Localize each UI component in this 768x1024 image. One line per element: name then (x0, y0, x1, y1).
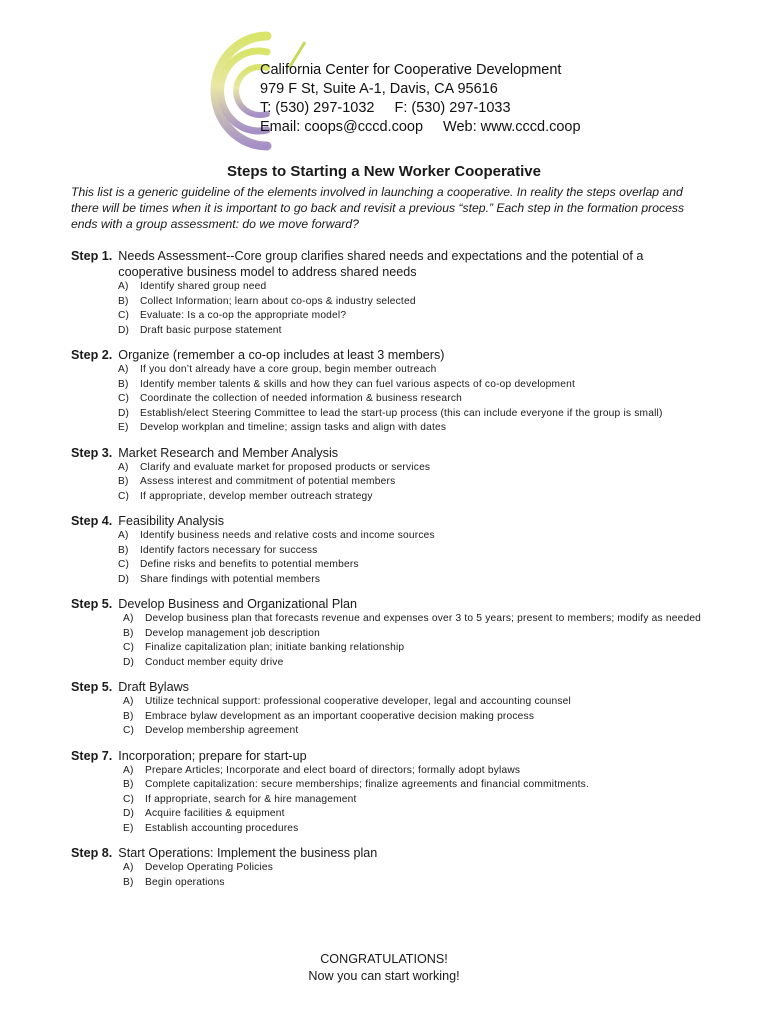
item-text: Develop membership agreement (145, 725, 299, 736)
item-letter: D) (123, 808, 135, 819)
document-title: Steps to Starting a New Worker Cooperative (227, 163, 541, 180)
item-text: If you don’t already have a core group, begin member outreach (140, 364, 437, 375)
closing-line-2: Now you can start working! (308, 969, 460, 983)
item-text: Develop Operating Policies (145, 862, 274, 873)
item-letter: A) (123, 613, 134, 624)
item-letter: B) (118, 476, 129, 487)
org-phone: T: (530) 297-1032 (260, 100, 375, 116)
list-item (123, 710, 711, 725)
list-item (118, 573, 711, 588)
item-text: Utilize technical support: professional cooperative developer, legal and accounting counsel (145, 696, 571, 707)
list-item (118, 421, 711, 436)
step-title: Start Operations: Implement the business plan (118, 846, 378, 860)
step-number: Step 1. (71, 249, 113, 263)
item-text: Establish accounting procedures (145, 822, 299, 834)
item-text: Prepare Articles; Incorporate and elect board of directors; formally adopt bylaws (145, 764, 521, 776)
list-item (118, 363, 711, 378)
item-letter: C) (118, 393, 130, 404)
list-item (118, 280, 711, 295)
item-letter: B) (123, 627, 134, 639)
step-title: Incorporation; prepare for start-up (118, 748, 307, 763)
list-item (118, 309, 711, 324)
item-text: Identify business needs and relative costs and income sources (140, 530, 435, 541)
item-letter: B) (123, 876, 134, 888)
item-letter: A) (118, 364, 129, 375)
item-text: Complete capitalization: secure memberships; finalize agreements and financial commitments. (145, 779, 590, 790)
step-section (71, 679, 711, 739)
step-heading (71, 679, 711, 695)
item-letter: C) (118, 490, 130, 502)
item-text: Identify factors necessary for success (140, 544, 318, 556)
item-letter: B) (118, 295, 129, 307)
list-item (123, 861, 711, 876)
step-heading (71, 445, 711, 461)
list-item (123, 656, 711, 671)
list-item (118, 490, 711, 505)
item-letter: C) (118, 310, 130, 321)
intro-paragraph: This list is a generic guideline of the elements involved in launching a cooperative. In reality the steps overlap and there will be times when it is important to go back and revisit a previous “step.” Each step in the formation process ends with a group assessment: do we move forward? (71, 185, 685, 231)
list-item (118, 475, 711, 490)
step-heading (71, 347, 711, 363)
item-text: Conduct member equity drive (145, 656, 284, 668)
item-letter: A) (123, 862, 134, 873)
item-letter: C) (123, 793, 135, 805)
list-item (118, 324, 711, 339)
step-heading (71, 513, 711, 529)
item-letter: A) (118, 530, 129, 541)
step-items (71, 363, 711, 436)
item-letter: B) (118, 378, 129, 390)
list-item (123, 764, 711, 779)
step-title: Needs Assessment--Core group clarifies shared needs and expectations and the potential of a cooperative business model to address shared needs (118, 249, 644, 279)
org-web: Web: www.cccd.coop (443, 119, 581, 135)
item-text: Identify member talents & skills and how they can fuel various aspects of co-op development (140, 378, 575, 390)
item-letter: A) (123, 696, 134, 707)
item-text: Begin operations (145, 876, 225, 888)
step-items (71, 612, 711, 670)
item-text: Develop business plan that forecasts revenue and expenses over 3 to 5 years; present to members; modify as needed (145, 613, 702, 624)
step-section (71, 748, 711, 837)
item-text: Collect Information; learn about co-ops & industry selected (140, 295, 416, 307)
step-heading (71, 845, 711, 861)
list-item (123, 793, 711, 808)
item-text: Embrace bylaw development as an important cooperative decision making process (145, 710, 535, 722)
item-letter: C) (123, 725, 135, 736)
step-section (71, 596, 711, 670)
step-section (71, 248, 711, 338)
step-section (71, 347, 711, 436)
steps-list (71, 248, 711, 899)
list-item (118, 295, 711, 310)
item-letter: D) (118, 324, 130, 336)
step-number: Step 5. (71, 597, 113, 611)
step-number: Step 7. (71, 748, 113, 763)
list-item (118, 529, 711, 544)
list-item (123, 876, 711, 891)
item-letter: A) (123, 764, 134, 776)
item-text: Establish/elect Steering Committee to lead the start-up process (this can include everyone if the group is small) (140, 407, 663, 419)
list-item (123, 627, 711, 642)
item-text: Share findings with potential members (140, 573, 321, 585)
letterhead (205, 28, 625, 153)
closing-message (0, 951, 768, 985)
item-text: Identify shared group need (140, 281, 267, 292)
item-text: Assess interest and commitment of potential members (140, 476, 396, 487)
step-items (71, 695, 711, 739)
item-letter: D) (118, 407, 130, 419)
step-items (71, 764, 711, 837)
step-heading (71, 748, 711, 764)
item-letter: B) (118, 544, 129, 556)
step-section (71, 845, 711, 890)
step-items (71, 529, 711, 587)
item-letter: D) (123, 656, 135, 668)
item-text: Develop workplan and timeline; assign tasks and align with dates (140, 422, 447, 433)
list-item (123, 612, 711, 627)
list-item (123, 695, 711, 710)
item-letter: E) (123, 822, 134, 834)
item-text: Acquire facilities & equipment (145, 808, 285, 819)
item-letter: C) (118, 559, 130, 570)
step-title: Draft Bylaws (118, 680, 189, 694)
step-number: Step 5. (71, 680, 113, 694)
item-letter: B) (123, 710, 134, 722)
item-text: Define risks and benefits to potential members (140, 559, 359, 570)
org-contact-block (260, 61, 581, 137)
list-item (118, 392, 711, 407)
step-heading (71, 596, 711, 612)
step-title: Feasibility Analysis (118, 514, 224, 528)
list-item (118, 407, 711, 422)
item-letter: B) (123, 779, 134, 790)
item-letter: E) (118, 422, 129, 433)
step-items (71, 280, 711, 338)
list-item (123, 641, 711, 656)
org-email: Email: coops@cccd.coop (260, 119, 424, 135)
list-item (118, 544, 711, 559)
step-number: Step 4. (71, 514, 113, 528)
item-text: If appropriate, develop member outreach strategy (140, 490, 373, 502)
item-letter: D) (118, 573, 130, 585)
list-item (118, 378, 711, 393)
org-name: California Center for Cooperative Development (260, 62, 562, 78)
step-title: Market Research and Member Analysis (118, 445, 339, 460)
org-fax: F: (530) 297-1033 (394, 100, 511, 116)
step-title: Develop Business and Organizational Plan (118, 597, 358, 611)
list-item (123, 778, 711, 793)
step-number: Step 2. (71, 348, 113, 362)
step-heading (71, 248, 711, 280)
step-section (71, 513, 711, 587)
step-section (71, 445, 711, 505)
item-text: Clarify and evaluate market for proposed products or services (140, 461, 431, 473)
closing-line-1: CONGRATULATIONS! (320, 952, 448, 966)
step-number: Step 3. (71, 445, 113, 460)
item-text: Finalize capitalization plan; initiate banking relationship (145, 642, 405, 653)
step-number: Step 8. (71, 846, 113, 860)
item-text: Evaluate: Is a co-op the appropriate model? (140, 310, 347, 321)
item-letter: A) (118, 461, 129, 473)
item-text: Develop management job description (145, 627, 320, 639)
list-item (123, 822, 711, 837)
item-text: Draft basic purpose statement (140, 324, 282, 336)
list-item (123, 724, 711, 739)
item-text: Coordinate the collection of needed information & business research (140, 393, 463, 404)
org-address: 979 F St, Suite A-1, Davis, CA 95616 (260, 81, 498, 97)
item-letter: A) (118, 281, 129, 292)
list-item (118, 558, 711, 573)
step-title: Organize (remember a co-op includes at least 3 members) (118, 348, 445, 362)
step-items (71, 461, 711, 505)
list-item (118, 461, 711, 476)
list-item (123, 807, 711, 822)
item-text: If appropriate, search for & hire management (145, 793, 357, 805)
step-items (71, 861, 711, 890)
item-letter: C) (123, 642, 135, 653)
